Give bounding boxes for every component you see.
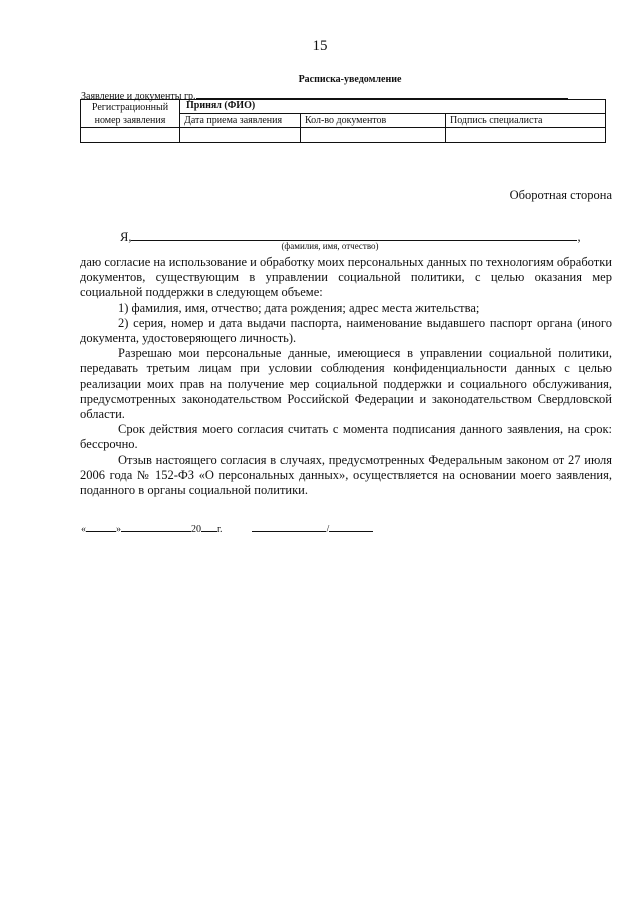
docs-count-label: Кол-во документов (301, 114, 446, 128)
reg-number-cell[interactable] (81, 128, 180, 143)
signature-cell[interactable] (446, 128, 606, 143)
applicant-label: Заявление и документы гр. (81, 91, 196, 102)
accepted-label: Принял (ФИО) (180, 100, 606, 114)
consent-paragraph-1: даю согласие на использование и обработку моих персональных данных по технологиям обработки документов, существующим в управлении социальной политики, с целью оказания мер социальной поддержки в следующем объеме: (80, 255, 612, 300)
reg-number-label: Регистрационный номер заявления (81, 100, 180, 128)
applicant-blank[interactable] (196, 89, 568, 99)
receipt-blank-row (81, 128, 606, 143)
docs-count-cell[interactable] (301, 128, 446, 143)
name-blank[interactable] (131, 229, 577, 241)
signature-blank[interactable] (252, 522, 326, 532)
signature-label: Подпись специалиста (446, 114, 606, 128)
year-suffix: г. (217, 524, 223, 535)
consent-paragraph-2: 1) фамилия, имя, отчество; дата рождения; адрес места жительства; (118, 300, 480, 315)
signature-date-line (81, 522, 373, 535)
slash: / (326, 524, 330, 535)
page-number: 15 (312, 38, 328, 54)
consent-paragraph-3: 2) серия, номер и дата выдачи паспорта, наименование выдавшего паспорт органа (иного документа, удостоверяющего личность). (80, 315, 612, 346)
initials-blank[interactable] (329, 522, 373, 532)
year-blank[interactable] (201, 522, 217, 532)
consent-paragraph-4: Разрешаю мои персональные данные, имеющиеся в управлении социальной политики, передавать третьим лицам при условии соблюдения конфиденциальности данных с целью реализации моих прав на получение мер социальной поддержки и социального обслуживания, предусмотренных законодательством Российской Федерации и законодательством Свердловской области. (80, 346, 612, 422)
consent-paragraph-5: Срок действия моего согласия считать с момента подписания данного заявления, на срок: бессрочно. (80, 422, 612, 452)
receipt-title: Расписка-уведомление (298, 74, 402, 85)
receipt-table (80, 99, 606, 143)
receipt-header-row (81, 100, 606, 114)
close-quote: » (116, 524, 121, 535)
ya-end: , (577, 230, 581, 244)
consent-body (80, 255, 612, 498)
date-label: Дата приема заявления (180, 114, 301, 128)
ya-label: Я, (120, 230, 132, 244)
day-blank[interactable] (86, 522, 116, 532)
open-quote: « (81, 524, 86, 535)
date-cell[interactable] (180, 128, 301, 143)
consent-paragraph-6: Отзыв настоящего согласия в случаях, предусмотренных Федеральным законом от 27 июля 2006 года № 152-ФЗ «О персональных данных», осуществляется на основании моего заявления, поданного в органы социальной политики. (80, 452, 612, 498)
year-prefix: 20 (191, 524, 201, 535)
name-hint: (фамилия, имя, отчество) (281, 241, 379, 251)
month-blank[interactable] (121, 522, 191, 532)
reverse-side-label: Оборотная сторона (509, 188, 612, 202)
